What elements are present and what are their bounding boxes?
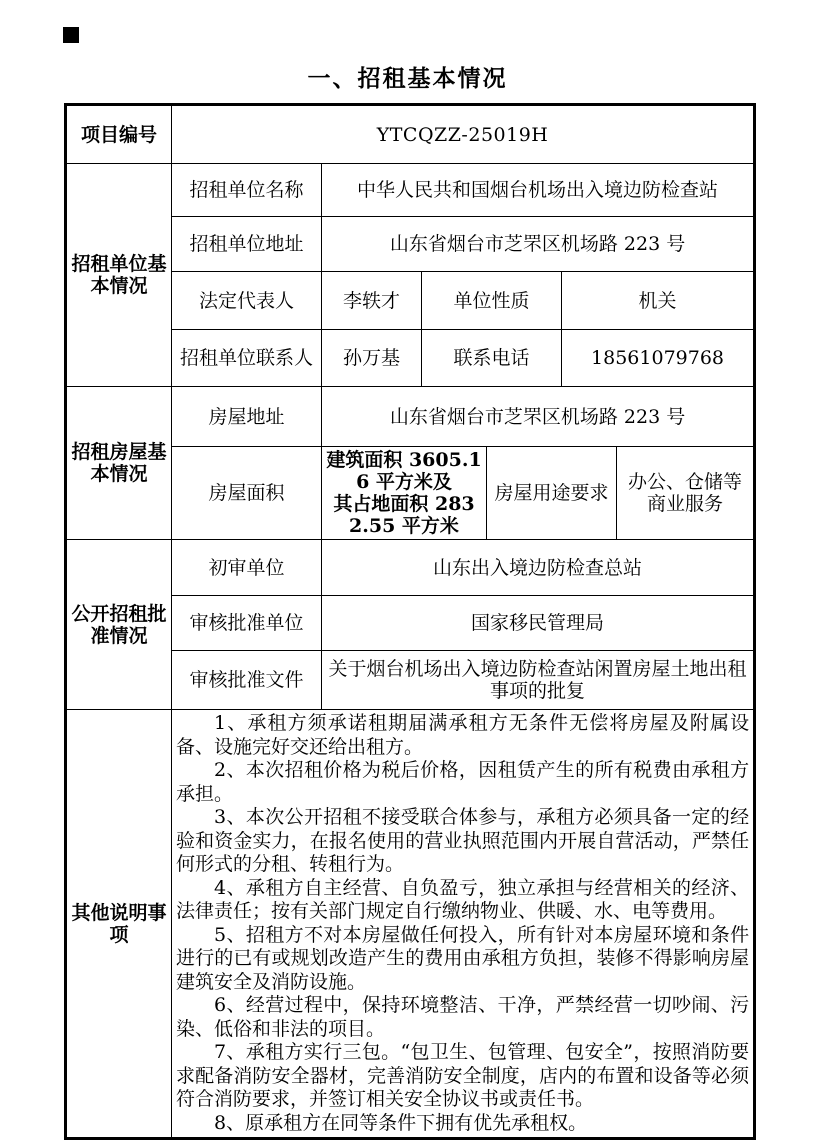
landlord-address-label: 招租单位地址 [172, 217, 322, 272]
landlord-address-value: 山东省烟台市芝罘区机场路 223 号 [322, 217, 755, 272]
approval-unit-label: 审核批准单位 [172, 596, 322, 651]
note-item-3: 3、本次公开招租不接受联合体参与，承租方必须具备一定的经验和资金实力，在报名使用的营业执照范围内开展自营活动，严禁任何形式的分租、转租行为。 [176, 806, 750, 875]
table-row [66, 164, 755, 217]
note-item-6: 6、经营过程中，保持环境整洁、干净，严禁经营一切吵闹、污染、低俗和非法的项目。 [176, 994, 750, 1040]
approval-doc-label: 审核批准文件 [172, 651, 322, 710]
page-title: 一、招租基本情况 [307, 65, 508, 92]
house-use-value: 办公、仓储等商业服务 [617, 447, 755, 540]
approval-doc-value: 关于烟台机场出入境边防检查站闲置房屋土地出租事项的批复 [322, 651, 755, 710]
contact-person-label: 招租单位联系人 [172, 330, 322, 387]
house-address-label: 房屋地址 [172, 387, 322, 447]
missing-glyph-box-icon [63, 27, 79, 43]
initial-review-value: 山东出入境边防检查总站 [322, 540, 755, 596]
legal-rep-value: 李轶才 [322, 272, 422, 330]
initial-review-label: 初审单位 [172, 540, 322, 596]
approval-unit-value: 国家移民管理局 [322, 596, 755, 651]
note-item-1: 1、承租方须承诺租期届满承租方无条件无偿将房屋及附属设备、设施完好交还给出租方。 [176, 712, 750, 758]
contact-person-value: 孙万基 [322, 330, 422, 387]
project-number-value: YTCQZZ-25019H [172, 105, 755, 164]
house-area-line2: 其占地面积 2832.55 平方米 [333, 493, 475, 537]
basic-info-table [64, 103, 756, 1140]
notes-section-header: 其他说明事项 [66, 710, 172, 1139]
note-item-4: 4、承租方自主经营、自负盈亏，独立承担与经营相关的经济、法律责任；按有关部门规定自行缴纳物业、供暖、水、电等费用。 [176, 876, 750, 922]
table-row [66, 387, 755, 447]
landlord-name-value: 中华人民共和国烟台机场出入境边防检查站 [322, 164, 755, 217]
phone-value: 18561079768 [562, 330, 755, 387]
table-row [66, 105, 755, 164]
house-section-header: 招租房屋基本情况 [66, 387, 172, 540]
approval-section-header: 公开招租批准情况 [66, 540, 172, 710]
unit-type-value: 机关 [562, 272, 755, 330]
note-item-8: 8、原承租方在同等条件下拥有优先承租权。 [214, 1111, 588, 1134]
unit-type-label: 单位性质 [422, 272, 562, 330]
phone-label: 联系电话 [422, 330, 562, 387]
project-number-label: 项目编号 [66, 105, 172, 164]
house-area-value [322, 447, 487, 540]
house-area-label: 房屋面积 [172, 447, 322, 540]
table-row [66, 710, 755, 1139]
note-item-2: 2、本次招租价格为税后价格，因租赁产生的所有税费由承租方承担。 [176, 759, 750, 805]
notes-content [172, 710, 755, 1139]
note-item-7: 7、承租方实行三包。“包卫生、包管理、包安全”，按照消防要求配备消防安全器材，完善消防安全制度，店内的布置和设备等必须符合消防要求，并签订相关安全协议书或责任书。 [176, 1041, 750, 1110]
house-area-line1: 建筑面积 3605.16 平方米及 [326, 449, 482, 493]
landlord-name-label: 招租单位名称 [172, 164, 322, 217]
note-item-5: 5、招租方不对本房屋做任何投入，所有针对本房屋环境和条件进行的已有或规划改造产生的费用由承租方负担，装修不得影响房屋建筑安全及消防设施。 [176, 923, 750, 993]
table-row [66, 540, 755, 596]
house-use-label: 房屋用途要求 [487, 447, 617, 540]
house-address-value: 山东省烟台市芝罘区机场路 223 号 [322, 387, 755, 447]
legal-rep-label: 法定代表人 [172, 272, 322, 330]
landlord-section-header: 招租单位基本情况 [66, 164, 172, 387]
